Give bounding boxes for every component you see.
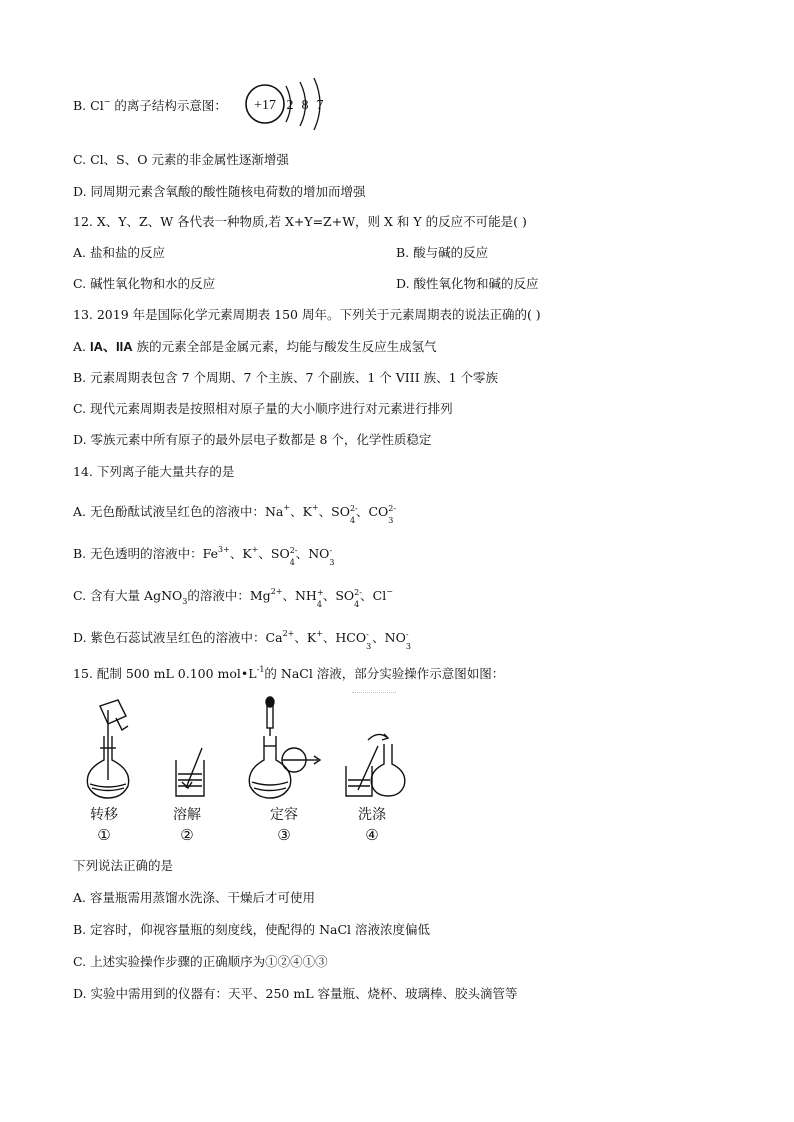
q14-option-a: A. 无色酚酞试液呈红色的溶液中：Na+、K+、SO 2- 4 、CO 2- 3 <box>73 503 397 525</box>
q15-option-b: B. 定容时，仰视容量瓶的刻度线，使配得的 NaCl 溶液浓度偏低 <box>73 922 431 937</box>
figure-num-2: ② <box>180 826 194 844</box>
shell-3-count: 7 <box>316 98 324 113</box>
q13-option-a: A. IA、IIA 族的元素全部是金属元素，均能与酸发生反应生成氢气 <box>73 339 437 354</box>
figure-label-3: 定容 <box>270 807 298 823</box>
dotted-mark <box>352 692 396 693</box>
figure-label-1: 转移 <box>90 807 118 823</box>
shell-2-count: 8 <box>301 98 309 113</box>
figure-num-3: ③ <box>277 826 291 844</box>
q14-option-b: B. 无色透明的溶液中：$Fe^{3+}$、K+、SO 2- 4 、NO - 3 <box>73 545 335 567</box>
q14-stem: 14. 下列离子能大量共存的是 <box>73 464 235 479</box>
volume-illustration <box>249 697 320 798</box>
q15-option-d: D. 实验中需用到的仪器有：天平、250 mL 容量瓶、烧杯、玻璃棒、胶头滴管等 <box>73 986 518 1001</box>
q12-stem: 12. X、Y、Z、W 各代表一种物质,若 X+Y=Z+W，则 X 和 Y 的反应不可能是( ) <box>73 214 527 229</box>
q12-option-d: D. 酸性氧化物和碱的反应 <box>396 276 539 291</box>
experiment-figure <box>78 696 418 801</box>
figure-label-4: 洗涤 <box>358 807 386 823</box>
q12-option-c: C. 碱性氧化物和水的反应 <box>73 276 216 291</box>
q11-option-c: C. Cl、S、O 元素的非金属性逐渐增强 <box>73 152 289 167</box>
nucleus-label: +17 <box>254 98 276 113</box>
q15-stem: 15. 配制 500 mL 0.100 $mol•L^{-1}$的 NaCl 溶液，部分实验操作示意图如图： <box>73 665 505 681</box>
q11-option-b: B. Cl− 的离子结构示意图： <box>73 97 227 113</box>
q11-option-d: D. 同周期元素含氧酸的酸性随核电荷数的增加而增强 <box>73 184 366 199</box>
dissolve-illustration <box>176 748 204 796</box>
figure-num-4: ④ <box>365 826 379 844</box>
figure-label-2: 溶解 <box>173 807 201 823</box>
q14-option-d: D. 紫色石蕊试液呈红色的溶液中：$Ca^{2+}$、K+、HCO - 3 、NO - 3 <box>73 629 411 651</box>
q13-option-d: D. 零族元素中所有原子的最外层电子数都是 8 个，化学性质稳定 <box>73 432 432 447</box>
q12-option-a: A. 盐和盐的反应 <box>73 245 165 260</box>
shell-1-count: 2 <box>286 98 294 113</box>
q13-stem: 13. 2019 年是国际化学元素周期表 150 周年。下列关于元素周期表的说法正确的( ) <box>73 307 541 322</box>
q13-option-b: B. 元素周期表包含 7 个周期、7 个主族、7 个副族、1 个 VIII 族、1 个零族 <box>73 370 499 385</box>
transfer-illustration <box>87 700 128 798</box>
q14-option-c: C. 含有大量 AgNO$_3$的溶液中：$Mg^{2+}$、NH + 4 、SO 2- 4 、Cl− <box>73 587 393 609</box>
chloride-ion-diagram <box>240 76 330 132</box>
q12-option-b: B. 酸与碱的反应 <box>396 245 489 260</box>
q15-option-c: C. 上述实验操作步骤的正确顺序为①②④①③ <box>73 954 328 969</box>
q15-question: 下列说法正确的是 <box>73 858 174 873</box>
q15-option-a: A. 容量瓶需用蒸馏水洗涤、干燥后才可使用 <box>73 890 315 905</box>
wash-illustration <box>346 734 405 796</box>
figure-num-1: ① <box>97 826 111 844</box>
q13-option-c: C. 现代元素周期表是按照相对原子量的大小顺序进行对元素进行排列 <box>73 401 453 416</box>
